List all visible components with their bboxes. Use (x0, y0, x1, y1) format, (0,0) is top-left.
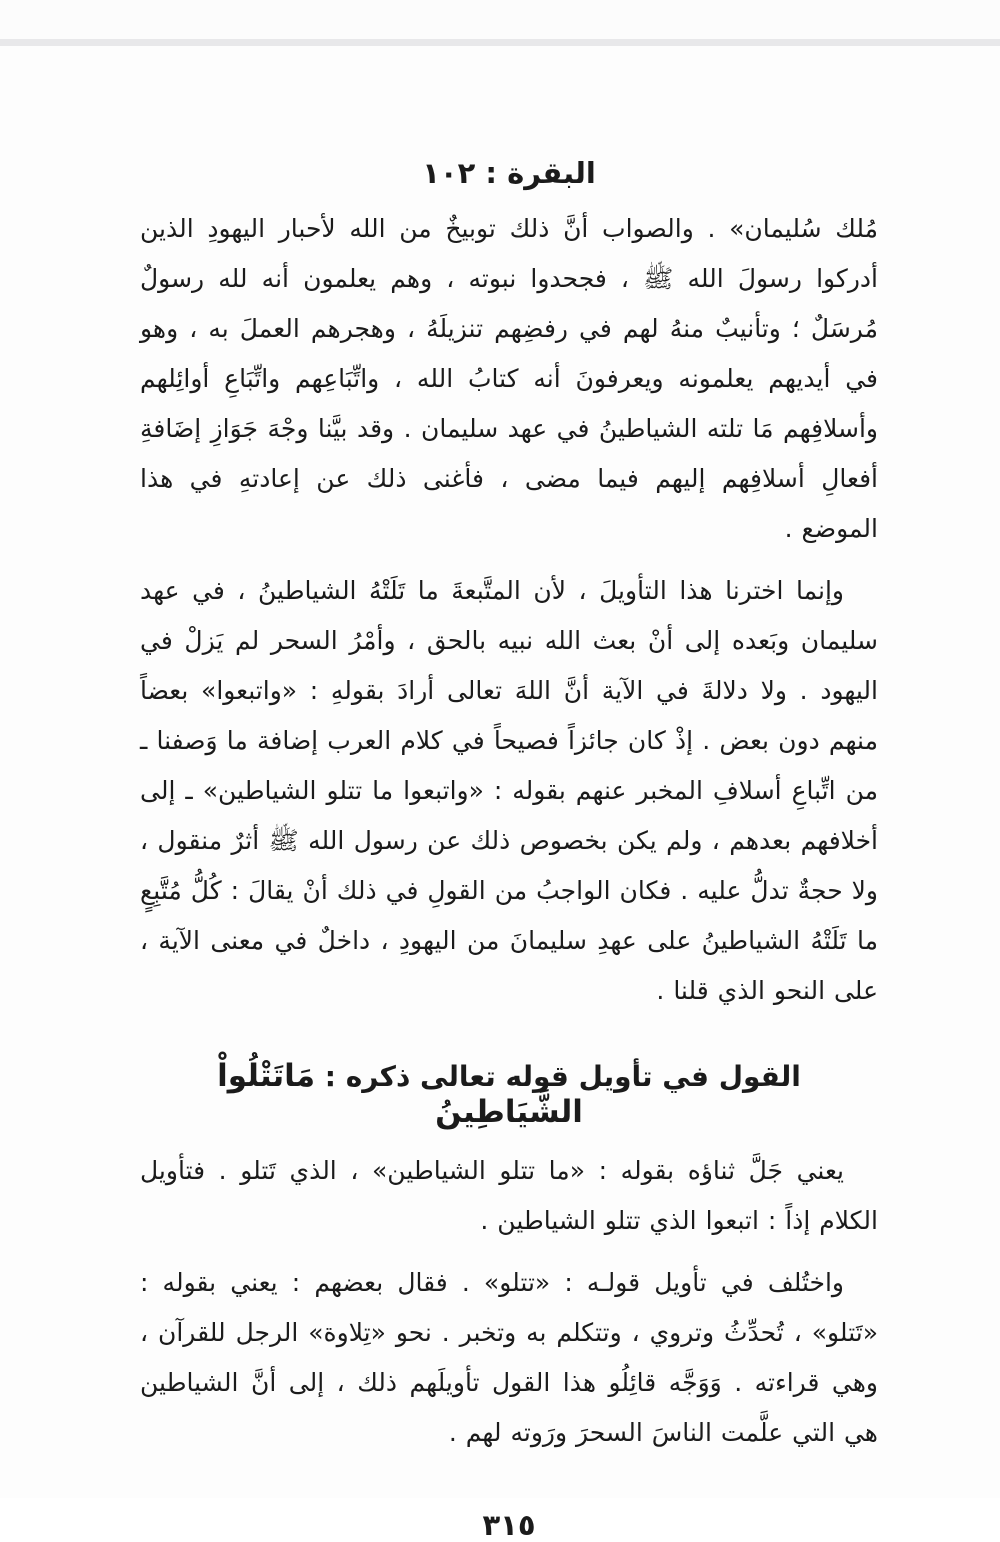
paragraph-continuation: مُلك سُليمان» . والصواب أنَّ ذلك توبيخٌ من الله لأحبار اليهودِ الذين أدركوا رسولَ الله ﷺ ، فجحدوا نبوته ، وهم يعلمون أنه لله رسولٌ مُرسَلٌ ؛ وتأنيبٌ منهُ لهم في رفضِهم تنزيلَهُ ، وهجرهم العملَ به ، وهو في أيديهم يعلمونه ويعرفونَ أنه كتابُ الله ، واتِّبَاعِهم واتِّبَاعِ أوائِلهم وأسلافِهم مَا تلته الشياطينُ في عهد سليمان . وقد بيَّنا وجْهَ جَوَازِ إضَافةِ أفعالِ أسلافِهم إليهم فيما مضى ، فأغنى ذلك عن إعادتهِ في هذا الموضع . (140, 214, 878, 543)
paragraph-disagreement: واختُلف في تأويل قولـه : «تتلو» . فقال بعضهم : يعني بقوله : «تَتلو» ، تُحدِّثُ وتروي ، وتتكلم به وتخبر . نحو «تِلاوة» الرجل للقرآن ، وهي قراءته . وَوَجَّه قائِلُو هذا القول تأويلَهم ذلك ، إلى أنَّ الشياطين هي التي علَّمت الناسَ السحرَ ورَوته لهم . (140, 1268, 878, 1447)
page-separator-line (0, 39, 1000, 46)
paragraph-chosen-interpretation: وإنما اخترنا هذا التأويلَ ، لأن المتَّبعةَ ما تَلَتْهُ الشياطينُ ، في عهد سليمان وبَعده إلى أنْ بعث الله نبيه بالحق ، وأمْرُ السحر لم يَزلْ في اليهود . ولا دلالةَ في الآية أنَّ اللهَ تعالى أرادَ بقولهِ : «واتبعوا» بعضاً منهم دون بعض . إذْ كان جائزاً فصيحاً في كلام العرب إضافة ما وَصفنا ـ من اتِّباعِ أسلافِ المخبر عنهم بقوله : «واتبعوا ما تتلو الشياطين» ـ إلى أخلافهم بعدهم ، ولم يكن بخصوص ذلك عن رسول الله ﷺ أثرٌ منقول ، ولا حجةٌ تدلُّ عليه . فكان الواجبُ من القولِ في ذلك أنْ يقالَ : كُلُّ مُتَّبِعٍ ما تَلَتْهُ الشياطينُ على عهدِ سليمانَ من اليهودِ ، داخلٌ في معنى الآية ، على النحو الذي قلنا . (140, 576, 878, 1005)
page-number: ٣١٥ (482, 1508, 536, 1542)
book-page (0, 156, 1000, 1542)
section-heading-text: القول في تأويل قوله تعالى ذكره : (315, 1060, 801, 1093)
surah-verse-header: البقرة : ١٠٢ (422, 156, 596, 190)
section-heading (140, 1058, 878, 1130)
quran-quote: مَاتَتْلُواْ الشَّيَاطِينُ (217, 1058, 583, 1130)
previous-page-edge (0, 0, 1000, 39)
paragraph-meaning: يعني جَلَّ ثناؤه بقوله : «ما تتلو الشياطين» ، الذي تَتلو . فتأويل الكلام إذاً : اتبعوا الذي تتلو الشياطين . (140, 1156, 878, 1235)
